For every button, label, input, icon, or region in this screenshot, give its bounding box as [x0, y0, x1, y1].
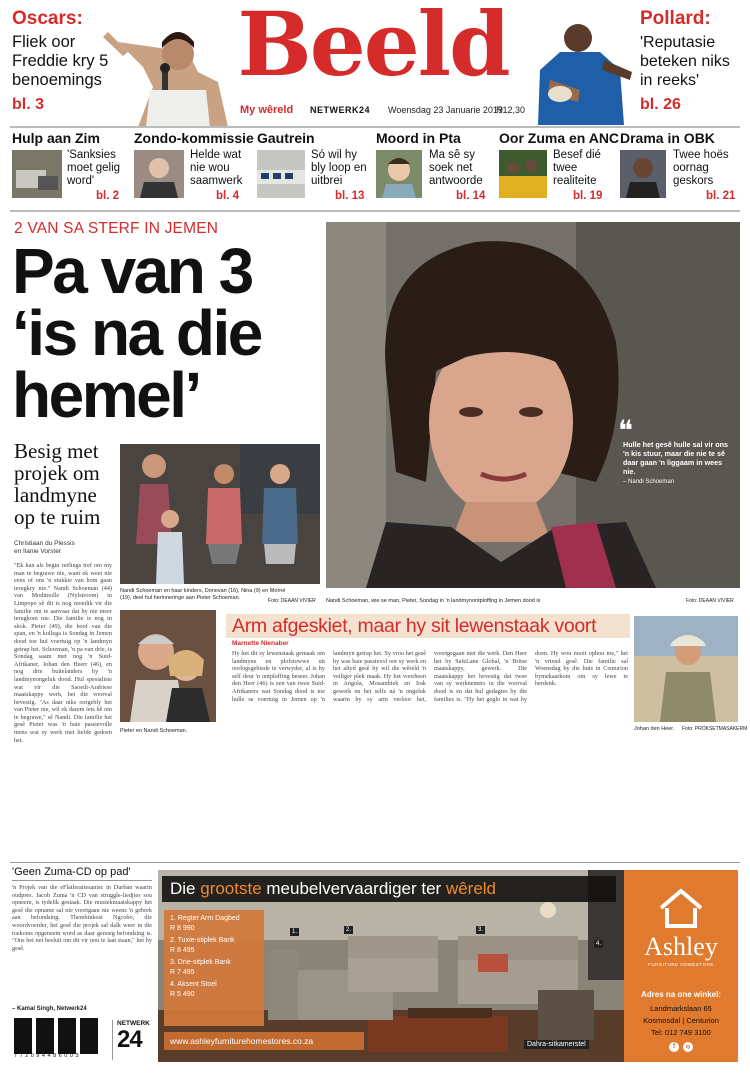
instagram-icon[interactable]: ig: [683, 1042, 693, 1052]
teaser-photo: [499, 150, 547, 198]
teaser-page: bl. 4: [216, 190, 240, 202]
ad-item-price: R 7 495: [170, 969, 195, 976]
zuma-title: 'Geen Zuma-CD op pad': [12, 866, 131, 878]
pollard-photo: [520, 10, 640, 125]
ad-address-line: Kosmosdal | Centurion: [643, 1016, 719, 1025]
facebook-icon[interactable]: f: [669, 1042, 679, 1052]
teaser-text: Besef dié twee realiteite: [553, 149, 601, 187]
ad-price-list: [164, 910, 264, 1026]
ad-brand[interactable]: Ashley: [644, 932, 718, 961]
lead-body: "Ek kan als begin reëlings tref om my man te begrawe nie, want ek weet nie eens of ons 'n stukkie van hom gaan terugkry nie." Nandi Schoeman (44) van Modimolle (Nylstroom) in Limpopo sê dit is nog moeilik vir die familie om te aanvaar dat hy nie meer terugkom nie. Die familie is nog in skok. Pieter (49), die hoof van die span, en 'n kollega is Sondag in Jemen dood toe hul voertuig op 'n landmyn getrap het. Schoeman, 'n pa van drie, is Sondag saam met nog 'n Suid-Afrikaner, Johan den Heerr (46), en nog drie buitelanders by 'n landmynongeluk dood. Hul spesialiste wat vir die Saoedi-Arabiese maatskappy werk, het die voorval bevestig. "As daar niks oorgebly het van Pieter nie, wil ek darem iets hê om te begrawe," sê Nandi. Die familie het gesê Pieter was 'n baie passievolle mens wat sy werk met liefde gedoen het.: [14, 562, 112, 744]
lead-photo-credit: Foto: DEAAN VIVIER: [686, 598, 734, 604]
lead-headline-line: hemel’: [12, 359, 200, 431]
teaser-page: bl. 14: [456, 190, 486, 202]
teaser-title: Oor Zuma en ANC: [499, 130, 620, 146]
ad-item-name: 1. Regter Arm Dagbed: [170, 915, 240, 922]
byline-line: Christiaan du Plessis: [14, 540, 75, 547]
teaser-item[interactable]: [376, 128, 494, 208]
network24-label: NETWERK: [117, 1020, 150, 1027]
lead-subhead: Besig met projek om landmyne op te ruim: [14, 439, 101, 529]
ad-item-name: 3. Drie-sitplek Bank: [170, 959, 231, 966]
lead-kicker: 2 VAN SA STERF IN JEMEN: [14, 220, 219, 237]
teaser-photo: [134, 150, 184, 198]
masthead-date: Woensdag 23 Januarie 2019: [388, 105, 503, 115]
lead-photo-caption: Nandi Schoeman, wie se man, Pieter, Sondag in 'n landmynontploffing in Jemen dood is: [326, 598, 541, 604]
teaser-text: Twee hoës oornag geskors: [673, 149, 729, 187]
ad-address-line: Landmarkslaan 65: [650, 1004, 712, 1013]
teaser-text: Helde wat nie wou saamwerk: [190, 149, 243, 187]
ad-headline-part: wêreld: [445, 879, 497, 898]
couple-photo[interactable]: [120, 610, 216, 722]
teaser-page: bl. 19: [573, 190, 603, 202]
quote-text: Hulle het gesê hulle sal vir ons 'n kis stuur, maar die nie te sê daar gaan 'n liggaam in wees nie.: [623, 440, 729, 476]
lead-byline: [14, 540, 75, 556]
teaser-title: Hulp aan Zim: [12, 130, 100, 146]
ad-headline-part: grootste: [200, 879, 262, 898]
teaser-photo: [257, 150, 305, 198]
left-promo-page[interactable]: bl. 3: [12, 96, 45, 113]
second-story-byline: Marnette Nienaber: [232, 640, 289, 647]
quote-mark-icon: ❝: [618, 414, 634, 447]
ad-item-price: R 8 990: [170, 925, 195, 932]
teaser-photo: [12, 150, 62, 198]
teaser-item[interactable]: [620, 128, 740, 208]
teaser-title: Gautrein: [257, 130, 315, 146]
section-divider: [10, 862, 740, 863]
left-promo-text[interactable]: Fliek oor Freddie kry 5 benoemings: [12, 33, 109, 89]
teaser-title: Zondo-kommissie: [134, 130, 254, 146]
family-photo-caption: Nandi Schoeman en haar kinders, Donovan (16), Nina (9) en Morné (19), deel hul herinneringe aan Pieter Schoeman.: [120, 588, 286, 601]
lead-photo[interactable]: [326, 222, 740, 588]
barcode-digits: 7 7 2 0 9 4 4 8 6 0 0 3: [14, 1053, 80, 1059]
ad-item-price: R 8 495: [170, 947, 195, 954]
ad-phone[interactable]: Tel: 012 749 3100: [651, 1028, 711, 1037]
network24-number: 24: [117, 1026, 142, 1053]
byline-line: en Ilanie Vorster: [14, 548, 61, 555]
teaser-item[interactable]: [134, 128, 252, 208]
right-promo-text[interactable]: 'Reputasie beteken niks in reeks': [640, 34, 730, 89]
teaser-title: Drama in OBK: [620, 130, 715, 146]
barcode: [14, 1018, 104, 1060]
quote-attribution: – Nandi Schoeman: [623, 479, 675, 485]
left-promo-label[interactable]: Oscars:: [12, 8, 83, 29]
zuma-byline: – Kamal Singh, Netwerk24: [12, 1006, 87, 1012]
lead-headline-line: Pa van 3: [12, 235, 252, 307]
network24-logo[interactable]: [112, 1020, 159, 1060]
masthead-network: NETWERK24: [310, 105, 371, 115]
den-heer-photo[interactable]: [634, 616, 738, 722]
ad-headline-part: meubelvervaardiger ter: [261, 879, 446, 898]
teaser-title: Moord in Pta: [376, 130, 461, 146]
house-logo-icon: [656, 888, 706, 928]
zuma-box[interactable]: [12, 866, 152, 1016]
second-story-body: Hy het dit sy lewenstaak gemaak om landmyne en plofstowwe uit oorlogsgebiede te verwyder, al is hy self deur 'n ontploffing beseer. Johan den Heer (46) is een van twee Suid-Afrikaners wat Sondag dood is toe hulle se voertuig in Jemen op 'n landmyn getrap het. Sy vrou het gesê hy was baie passievol oor sy werk en het altyd gesê hy wil die wêreld 'n veiliger plek maak. Hy het voorheen in Angola, Mosambiek en Irak gewerk en het selfs ná 'n ongeluk waarin hy sy arm verloor het, voortgegaan met die werk. Den Heer het by SafeLane Global, 'n Britse maatskappy, gewerk. Die maatskappy het bevestig dat twee van sy werknemers in die voorval dood is en dat hul gedagtes by die families is. "Hy het geglo in wat hy doen. Hy wou nooit ophou nie," het 'n vriend gesê. Die familie sal Woensdag by die huis in Centurion bymekaarkom om sy lewe te herdenk.: [232, 650, 628, 703]
teaser-photo: [620, 150, 666, 198]
zuma-body: 'n Projek van die eFlatleraitesanisc in Durban waarin oudpres. Jacob Zuma 'n CD van struggle-liedjies sou opneem, is tydelik gestaak. Die musiekmaatskappy het gesê die opname sal nie voortgaan nie weens 'n gebrek aan befondsing. Thembinkosi Ngcobo, die woordvoerder, het gesê die projek sal dalk weer in die toekoms opgeneem word as daar genoeg befondsing is. "Ons het net besluit om dit vir nou te laat staan," het hy gesê.: [12, 884, 152, 952]
teaser-text: Ma sê sy soek net antwoorde: [429, 149, 483, 187]
ad-address-title: Adres na one winkel:: [640, 990, 722, 999]
ad-marker: 2.: [346, 927, 352, 933]
ad-brand-sub: FURNITURE HOMESTORE: [648, 962, 714, 967]
masthead-price: R12,30: [496, 105, 526, 115]
teaser-item[interactable]: [499, 128, 620, 208]
teaser-text: 'Sanksies moet gelig word': [67, 149, 121, 187]
teaser-text: Só wil hy bly loop en uitbrei: [311, 149, 367, 187]
second-story-headline[interactable]: Arm afgeskiet, maar hy sit lewenstaak voort: [232, 615, 597, 637]
ad-marker: 1.: [292, 929, 298, 935]
ashley-ad[interactable]: [158, 870, 738, 1062]
teaser-photo: [376, 150, 422, 198]
masthead: [0, 0, 750, 122]
den-heer-caption: Johan den Heer.: [634, 726, 675, 732]
masthead-title[interactable]: Beeld: [237, 0, 509, 96]
family-photo-credit: Foto: DEAAN VIVIER: [268, 598, 316, 604]
family-photo[interactable]: [120, 444, 320, 584]
lead-headline-line: ‘is na die: [12, 297, 261, 369]
ad-marker: 4.: [596, 941, 602, 947]
lead-headline[interactable]: [12, 235, 322, 431]
ad-item-name: 2. Tuxie-stiplek Bank: [170, 937, 235, 944]
right-promo-label[interactable]: Pollard:: [640, 8, 711, 29]
right-promo-page[interactable]: bl. 26: [640, 96, 681, 113]
pull-quote: [618, 414, 736, 485]
ad-url[interactable]: www.ashleyfurniturehomestores.co.za: [170, 1036, 314, 1046]
teaser-item[interactable]: [257, 128, 370, 208]
teaser-page: bl. 13: [335, 190, 365, 202]
ad-collection-label: Dahra-sitkamerstel: [524, 1040, 589, 1049]
ad-headline: [170, 879, 496, 899]
freddie-photo: [98, 12, 238, 127]
ad-marker: 3.: [478, 927, 484, 933]
couple-photo-caption: Pieter en Nandi Schoeman.: [120, 728, 188, 734]
ad-headline-part: Die: [170, 879, 201, 898]
masthead-tagline: My wêreld: [240, 104, 294, 116]
zuma-title-rule: [12, 880, 152, 881]
ad-item-price: R 5 490: [170, 991, 195, 998]
teaser-item[interactable]: [12, 128, 127, 208]
teaser-page: bl. 2: [96, 190, 120, 202]
teaser-page: bl. 21: [706, 190, 736, 202]
ad-item-name: 4. Aksent Stoel: [170, 981, 217, 988]
den-heer-credit: Foto: PROKSETMASAKERM: [682, 726, 748, 732]
